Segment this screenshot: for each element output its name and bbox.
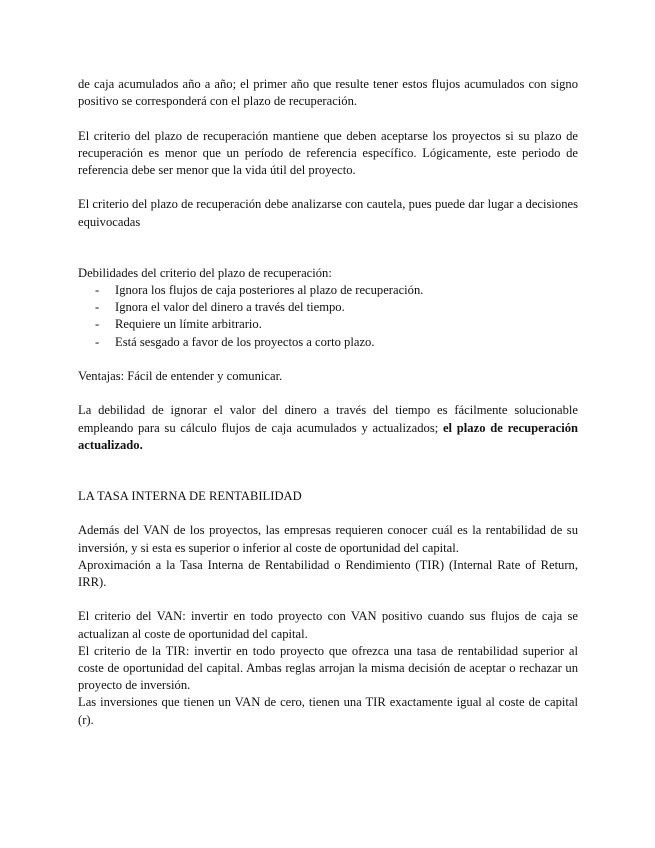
bullet-marker: -	[95, 300, 100, 315]
advantages-line: Ventajas: Fácil de entender y comunicar.	[78, 369, 283, 383]
paragraph-irr-intro: Además del VAN de los proyectos, las empresas requieren conocer cuál es la rentabilidad de su inversión, y si esta es superior o inferior al coste de oportunidad del capital.	[78, 523, 578, 555]
paragraph-payback-rule: de caja acumulados año a año; el primer año que resulte tener estos flujos acumulados con signo positivo se corresponderá con el plazo de recuperación.	[78, 77, 578, 109]
list-item	[78, 282, 578, 299]
list-item	[78, 316, 578, 333]
section-heading: LA TASA INTERNA DE RENTABILIDAD	[78, 489, 302, 503]
document-page	[78, 76, 578, 729]
bullet-marker: -	[95, 317, 100, 332]
paragraph-zero-npv: Las inversiones que tienen un VAN de cero, tienen una TIR exactamente igual al coste de capital (r).	[78, 695, 578, 727]
list-item	[78, 334, 578, 351]
bullet-marker: -	[95, 283, 100, 297]
list-item-text: Ignora el valor del dinero a través del tiempo.	[115, 300, 345, 315]
weaknesses-title: Debilidades del criterio del plazo de recuperación:	[78, 265, 332, 280]
bullet-marker: -	[95, 334, 100, 349]
list-item-text: Requiere un límite arbitrario.	[115, 317, 262, 332]
paragraph-irr-approximation: Aproximación a la Tasa Interna de Rentabilidad o Rendimiento (TIR) (Internal Rate of Return, IRR).	[78, 557, 578, 589]
list-item	[78, 299, 578, 316]
discounted-payback-text: La debilidad de ignorar el valor del dinero a través del tiempo es fácilmente solucionable empleando para su cálculo flujos de caja acumulados y actualizados;	[78, 403, 578, 435]
weaknesses-list	[78, 282, 578, 351]
discounted-payback-term: el plazo de recuperación actualizado.	[78, 420, 578, 452]
paragraph-payback-caution: El criterio del plazo de recuperación debe analizarse con cautela, pues puede dar lugar a decisiones equivocadas	[78, 197, 578, 229]
paragraph-irr-criterion: El criterio de la TIR: invertir en todo proyecto que ofrezca una tasa de rentabilidad superior al coste de oportunidad del capital. Ambas reglas arrojan la misma decisión de aceptar o rechazar un proyecto de inversión.	[78, 643, 578, 693]
list-item-text: Ignora los flujos de caja posteriores al plazo de recuperación.	[115, 283, 424, 297]
paragraph-payback-criterion: El criterio del plazo de recuperación mantiene que deben aceptarse los proyectos si su plazo de recuperación es menor que un período de referencia específico. Lógicamente, este periodo de referencia debe ser menor que la vida útil del proyecto.	[78, 128, 578, 177]
paragraph-npv-criterion: El criterio del VAN: invertir en todo proyecto con VAN positivo cuando sus flujos de caja se actualizan al coste de oportunidad del capital.	[78, 609, 578, 641]
list-item-text: Está sesgado a favor de los proyectos a corto plazo.	[115, 334, 375, 349]
paragraph-discounted-payback	[78, 402, 578, 454]
